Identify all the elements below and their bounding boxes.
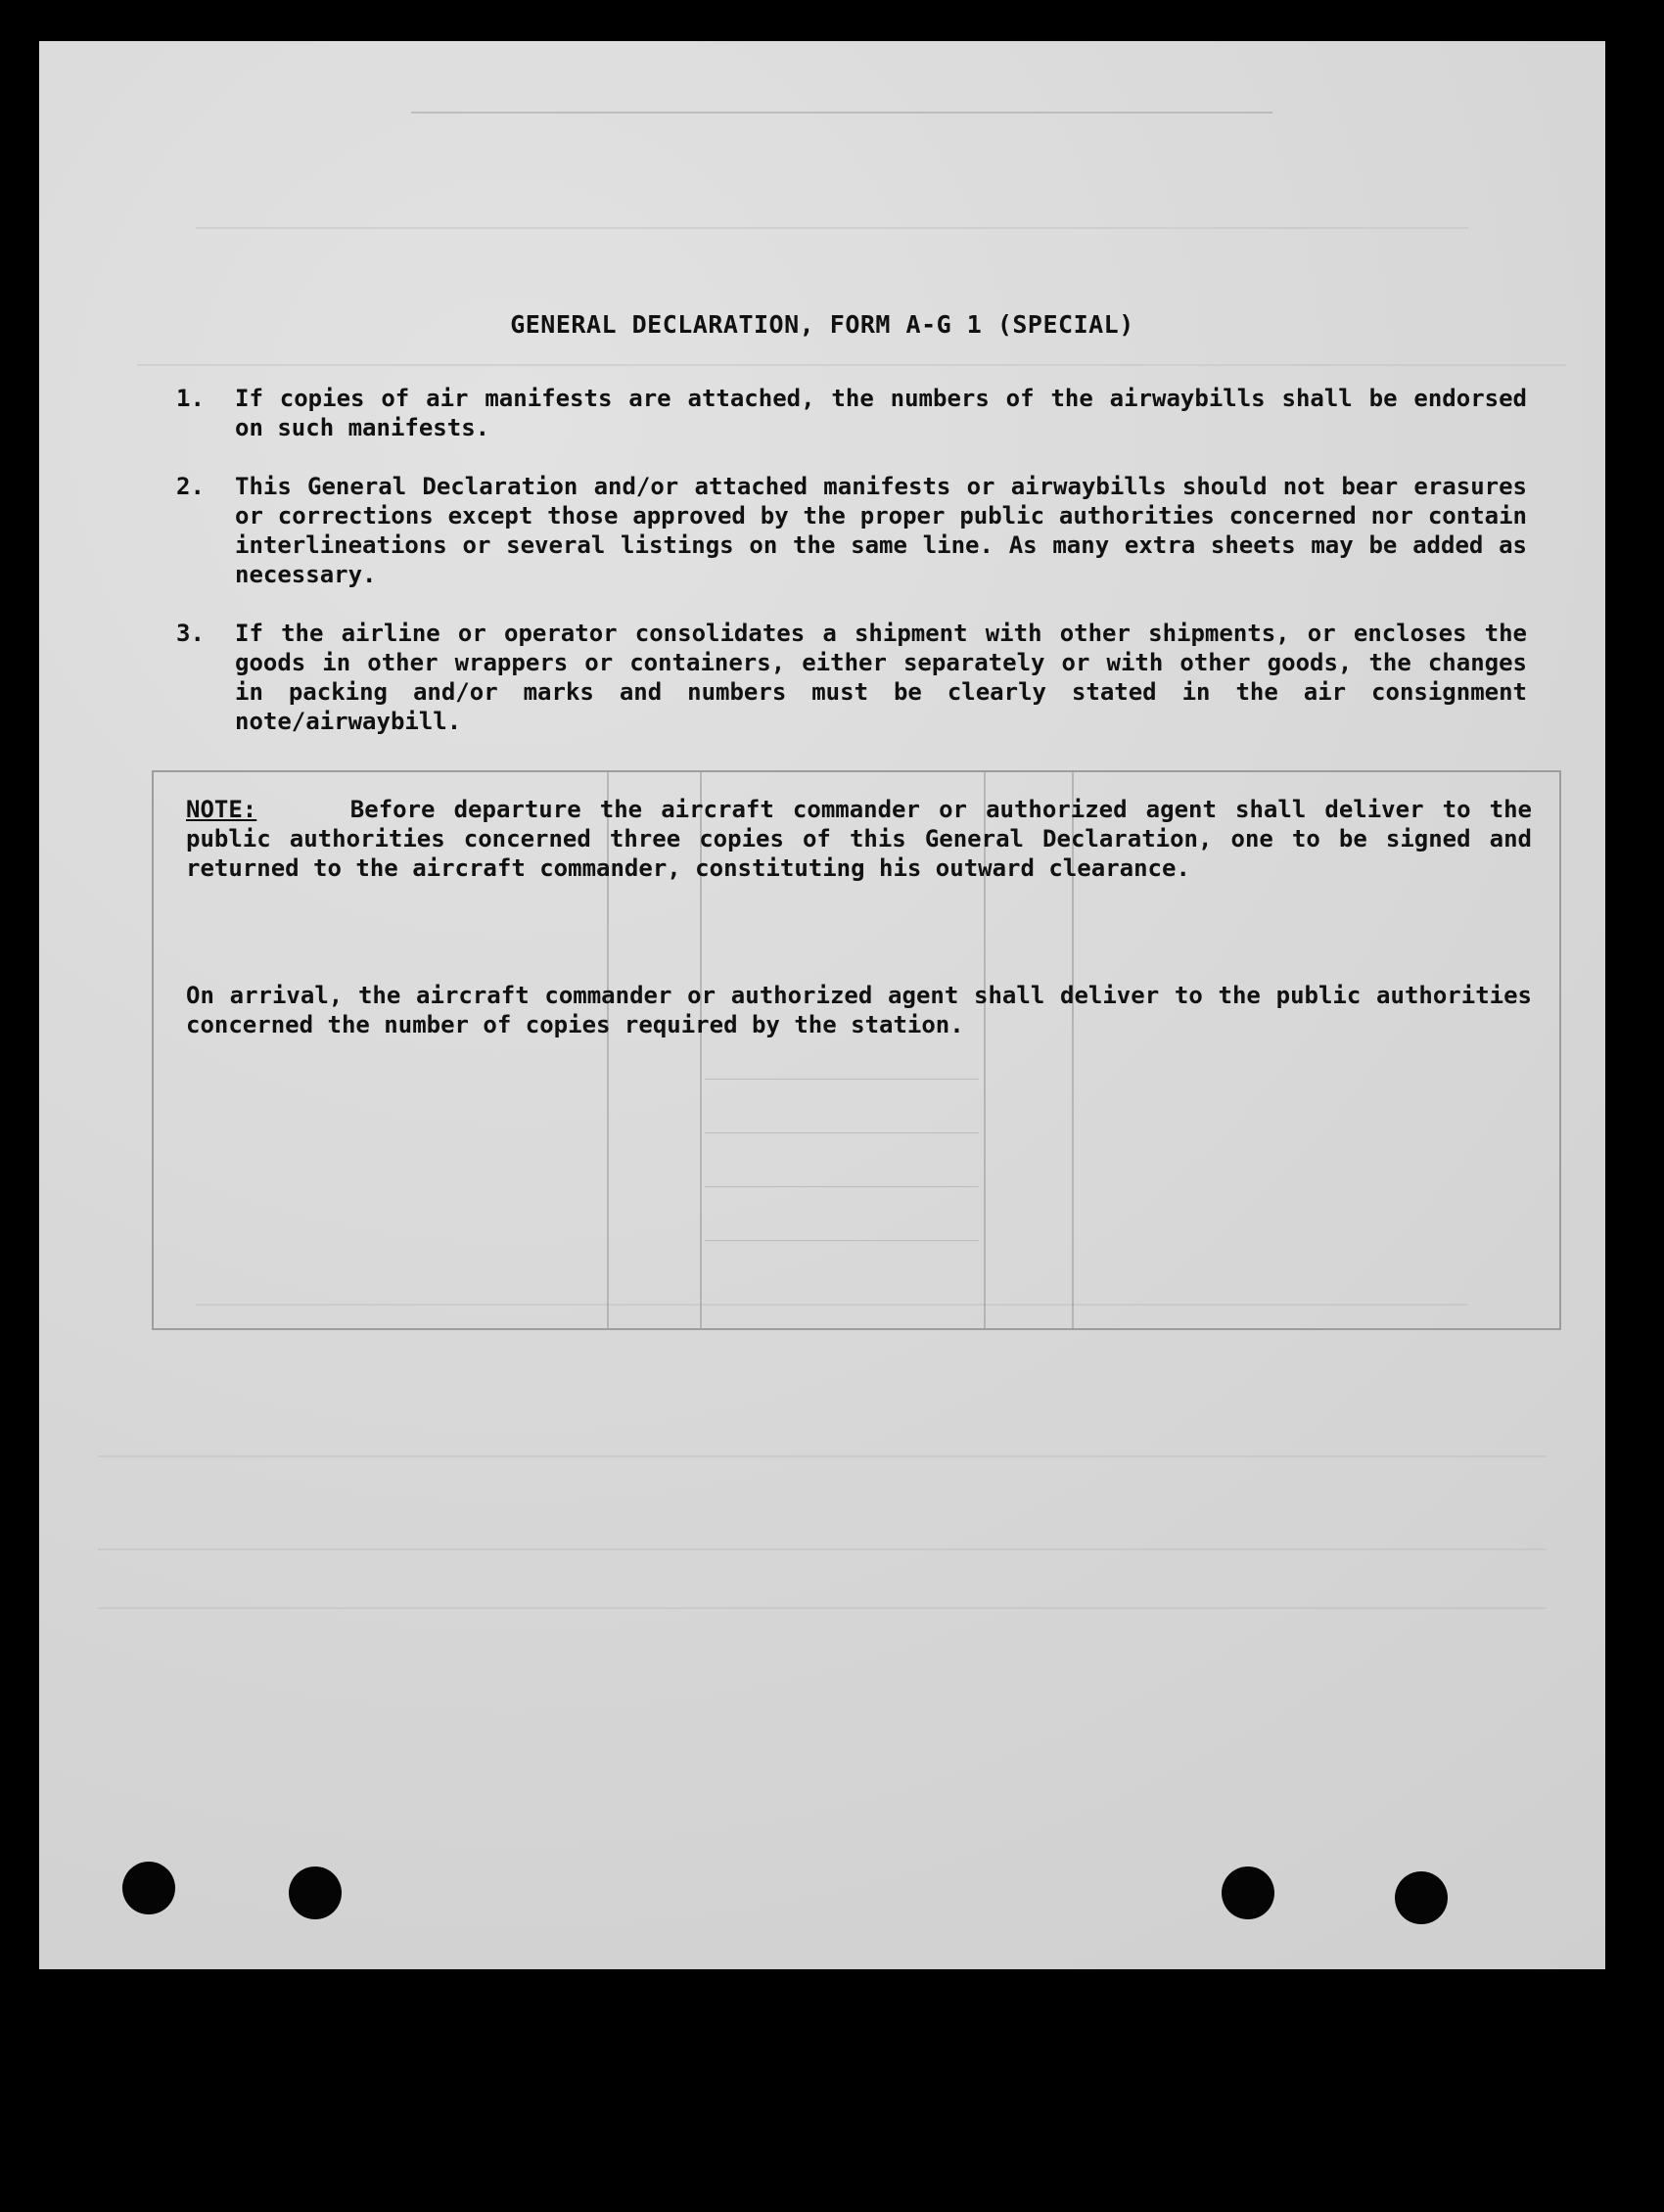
page-title: GENERAL DECLARATION, FORM A-G 1 (SPECIAL) xyxy=(510,309,1134,339)
punch-hole xyxy=(122,1862,175,1914)
note-paragraph xyxy=(186,795,1532,883)
item-number: 3. xyxy=(176,620,205,647)
item-text: This General Declaration and/or attached manifests or airwaybills should not bear erasures or corrections except those approved by the proper public authorities concerned nor contain interlineations or several listings on the same line. As many extra sheets may be added as necessary. xyxy=(235,473,1527,588)
arrival-paragraph: On arrival, the aircraft commander or authorized agent shall deliver to the public authorities concerned the number of copies required by the station. xyxy=(186,982,1532,1038)
item-number: 2. xyxy=(176,473,205,500)
note-text: Before departure the aircraft commander or authorized agent shall deliver to the public authorities concerned three copies of this General Declaration, one to be signed and returned to the aircraft commander, constituting his outward clearance. xyxy=(186,796,1532,882)
item-text: If copies of air manifests are attached, the numbers of the airwaybills shall be endorsed on such manifests. xyxy=(235,385,1527,441)
item-text: If the airline or operator consolidates a shipment with other shipments, or encloses the goods in other wrappers or containers, either separately or with other goods, the changes in packing and/or marks and numbers must be clearly stated in the air consignment note/airwaybill. xyxy=(235,620,1527,735)
punch-hole xyxy=(1395,1871,1448,1924)
list-item xyxy=(176,472,1527,589)
item-number: 1. xyxy=(176,385,205,412)
list-item xyxy=(176,619,1527,736)
punch-hole xyxy=(289,1866,342,1919)
document-sheet xyxy=(39,41,1605,1969)
note-label: NOTE: xyxy=(186,796,257,823)
punch-hole xyxy=(1222,1866,1274,1919)
list-item xyxy=(176,384,1527,442)
